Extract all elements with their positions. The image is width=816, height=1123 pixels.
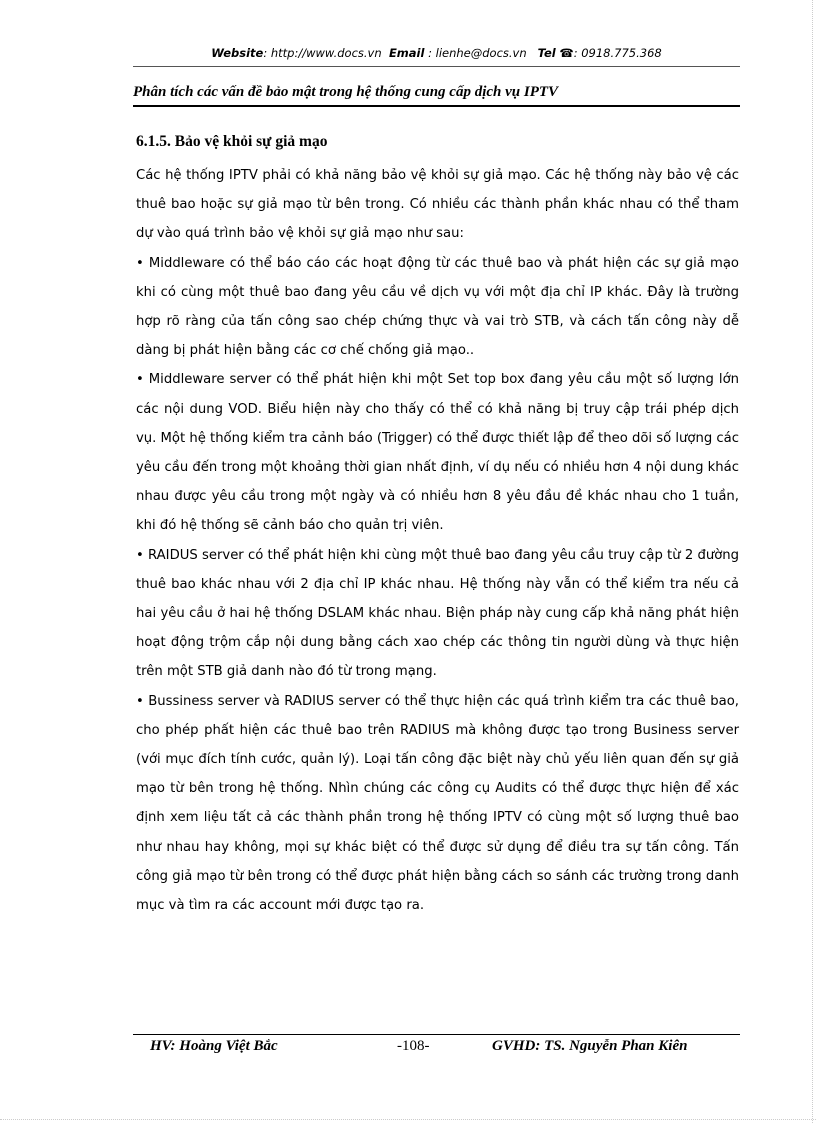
website-label: Website xyxy=(211,46,264,60)
phone-icon: ☎ xyxy=(559,46,574,60)
page-bottom-edge xyxy=(0,1119,816,1120)
footer-author: HV: Hoàng Việt Bắc xyxy=(150,1038,278,1054)
tel-label: Tel xyxy=(537,46,556,60)
paragraph-radius-server: • RAIDUS server có thể phát hiện khi cùng một thuê bao đang yêu cầu truy cập từ 2 đường thuê bao khác nhau với 2 địa chỉ IP khác nhau. Hệ thống này vẫn có thể kiểm tra nếu cả hai yêu cầu ở hai hệ thống DSLAM khác nhau. Biện pháp này cung cấp khả năng phát hiện hoạt động trộm cắp nội dung bằng cách xao chép các thông tin người dùng và thực hiện trên một STB giả danh nào đó từ trong mạng. xyxy=(136,547,739,680)
paragraph-intro: Các hệ thống IPTV phải có khả năng bảo vệ khỏi sự giả mạo. Các hệ thống này bảo vệ các thuê bao hoặc sự giả mạo từ bên trong. Có nhiều các thành phần khác nhau có thể tham dự vào quá trình bảo vệ khỏi sự giả mạo như sau: xyxy=(136,168,739,242)
footer-divider xyxy=(133,1034,740,1035)
document-title: Phân tích các vấn đề bảo mật trong hệ thống cung cấp dịch vụ IPTV xyxy=(133,84,559,100)
website-value[interactable]: : http://www.docs.vn xyxy=(263,46,382,60)
section-heading: 6.1.5. Bảo vệ khỏi sự giả mạo xyxy=(136,133,328,150)
header-divider xyxy=(133,66,740,67)
footer-advisor: GVHD: TS. Nguyễn Phan Kiên xyxy=(492,1038,688,1054)
tel-value: : 0918.775.368 xyxy=(573,46,662,60)
email-value[interactable]: : lienhe@docs.vn xyxy=(424,46,527,60)
page-right-edge xyxy=(812,0,813,1123)
paragraph-middleware: • Middleware có thể báo cáo các hoạt động từ các thuê bao và phát hiện các sự giả mạo khi có cùng một thuê bao đang yêu cầu về dịch vụ với một địa chỉ IP khác. Đây là trường hợp rõ ràng của tấn công sao chép chứng thực và vai trò STB, và cách tấn công này dễ dàng bị phát hiện bằng các cơ chế chống giả mạo.. xyxy=(136,255,739,359)
paragraph-business-server: • Bussiness server và RADIUS server có thể thực hiện các quá trình kiểm tra các thuê bao, cho phép phất hiện các thuê bao trên RADIUS mà không được tạo trong Business server (với mục đích tính cước, quản lý). Loại tấn công đặc biệt này chủ yếu liên quan đến sự giả mạo từ bên trong hệ thống. Nhìn chúng các công cụ Audits có thể được thực hiện để xác định xem liệu tất cả các thành phần trong hệ thống IPTV có cùng một số lượng thuê bao như nhau hay không, mọi sự khác biệt có thể được sử dụng để điều tra sự tấn công. Tấn công giả mạo từ bên trong có thể được phát hiện bằng cách so sánh các trường trong danh mục và tìm ra các account mới được tạo ra. xyxy=(136,693,739,914)
email-label: Email xyxy=(388,46,425,60)
site-header xyxy=(133,46,740,60)
paragraph-middleware-server: • Middleware server có thể phát hiện khi một Set top box đang yêu cầu một số lượng lớn các nội dung VOD. Biểu hiện này cho thấy có thể có khả năng bị truy cập trái phép dịch vụ. Một hệ thống kiểm tra cảnh báo (Trigger) có thể được thiết lập để theo dõi số lượng các yêu cầu đến trong một khoảng thời gian nhất định, ví dụ nếu có nhiều hơn 4 nội dung khác nhau được yêu cầu trong một ngày và có nhiều hơn 8 yêu đầu đề khác nhau cho 1 tuần, khi đó hệ thống sẽ cảnh báo cho quản trị viên. xyxy=(136,372,739,534)
page-number: -108- xyxy=(397,1038,430,1054)
title-divider xyxy=(133,105,740,107)
section-body xyxy=(136,161,739,920)
